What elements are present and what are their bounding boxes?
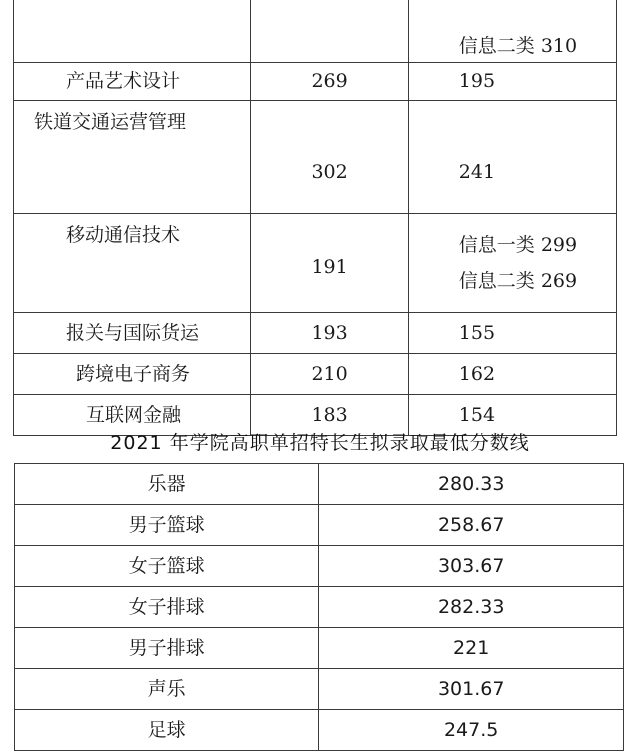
- talent-item-cell: 男子排球: [15, 628, 319, 669]
- table-row: [14, 313, 617, 354]
- table-row: [15, 628, 624, 669]
- talent-score-cell: 282.33: [319, 587, 624, 628]
- talent-item-cell: 女子篮球: [15, 546, 319, 587]
- score-value: 191: [311, 255, 348, 278]
- score-value: 193: [311, 321, 348, 344]
- talent-score-cell: 301.67: [319, 669, 624, 710]
- major-name-cell: [14, 101, 251, 214]
- talent-item-cell: 声乐: [15, 669, 319, 710]
- major-name: 铁道交通运营管理: [34, 111, 187, 133]
- category-score-cell: [408, 0, 616, 63]
- category-score-cell: [408, 214, 616, 313]
- talent-score-cell: 280.33: [319, 464, 624, 505]
- score-cell: [251, 101, 408, 214]
- admission-score-table: [13, 0, 617, 436]
- major-name: 跨境电子商务: [76, 362, 191, 385]
- score-cell: [251, 214, 408, 313]
- score-value: 183: [311, 403, 348, 426]
- table-row: [15, 710, 624, 751]
- major-name: 移动通信技术: [66, 224, 181, 246]
- category-score-text: 信息一类 299: [458, 234, 578, 256]
- score-value: 269: [311, 70, 348, 92]
- score-value: 302: [311, 160, 348, 183]
- category-score-text: 154: [458, 403, 496, 426]
- special-talent-score-table: [14, 463, 624, 751]
- table-row: [14, 0, 617, 63]
- major-name-cell: [14, 313, 251, 354]
- talent-item-cell: 女子排球: [15, 587, 319, 628]
- table-row: [14, 214, 617, 313]
- talent-item-cell: 乐器: [15, 464, 319, 505]
- table-row: [15, 669, 624, 710]
- category-score-text: 信息二类 269: [458, 270, 578, 292]
- major-name: 产品艺术设计: [66, 70, 181, 92]
- score-cell: [251, 313, 408, 354]
- talent-score-cell: 258.67: [319, 505, 624, 546]
- category-score-cell: [408, 63, 616, 101]
- talent-item-cell: 足球: [15, 710, 319, 751]
- talent-item-cell: 男子篮球: [15, 505, 319, 546]
- table-row: [14, 354, 617, 395]
- major-name: 互联网金融: [86, 403, 182, 426]
- category-score-cell: [408, 354, 616, 395]
- talent-score-cell: 247.5: [319, 710, 624, 751]
- score-cell: [251, 63, 408, 101]
- major-name: 报关与国际货运: [66, 321, 200, 344]
- table-row: [14, 101, 617, 214]
- category-score-text: 信息二类 310: [458, 35, 578, 57]
- score-value: 210: [311, 362, 348, 385]
- table-row: [15, 587, 624, 628]
- table-row: [15, 546, 624, 587]
- table-row: [14, 63, 617, 101]
- category-score-text: 195: [458, 70, 496, 92]
- category-score-cell: [408, 101, 616, 214]
- major-name-cell: [14, 214, 251, 313]
- table-row: [15, 464, 624, 505]
- table-row: [15, 505, 624, 546]
- category-score-text: 241: [458, 160, 496, 183]
- category-score-cell: [408, 313, 616, 354]
- category-score-text: 162: [458, 362, 496, 385]
- special-talent-table-title: 2021 年学院高职单招特长生拟录取最低分数线: [110, 432, 530, 454]
- score-cell: [251, 0, 408, 63]
- score-cell: [251, 354, 408, 395]
- category-score-text: 155: [458, 321, 496, 344]
- major-name-cell: [14, 63, 251, 101]
- major-name-cell: [14, 0, 251, 63]
- major-name-cell: [14, 354, 251, 395]
- talent-score-cell: 221: [319, 628, 624, 669]
- talent-score-cell: 303.67: [319, 546, 624, 587]
